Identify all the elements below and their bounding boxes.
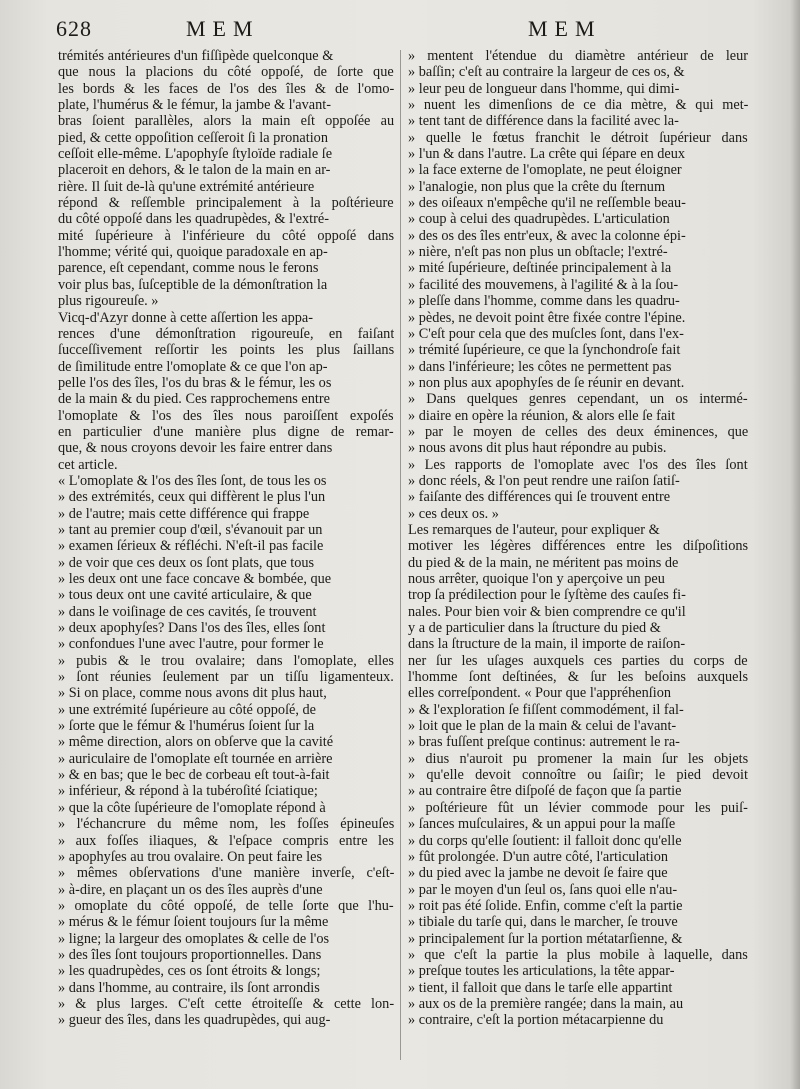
text-line: » coup à celui des quadrupèdes. L'articulation xyxy=(408,211,670,228)
text-line: » l'échancrure du même nom, les foſſes épineuſes xyxy=(58,816,394,833)
page-edge-shadow xyxy=(790,0,800,1089)
left-text-column xyxy=(58,48,394,1029)
text-line: » mité ſupérieure, deſtinée principalement à la xyxy=(408,260,672,277)
text-line: » l'un & dans l'autre. La crête qui ſépare en deux xyxy=(408,146,686,163)
right-text-column xyxy=(408,48,748,1029)
text-line: » les quadrupèdes, ces os ſont étroits & longs; xyxy=(58,963,321,980)
text-line: que nous la placions du côté oppoſé, de ſorte que xyxy=(58,64,394,81)
text-line: plus rigoureuſe. » xyxy=(58,293,159,310)
text-line: » confondues l'une avec l'autre, pour former le xyxy=(58,636,324,653)
text-line: parence, eſt cependant, comme nous le ferons xyxy=(58,260,319,277)
text-line: » tient, il falloit que dans le tarſe elle appartint xyxy=(408,979,673,996)
text-line: » leur peu de longueur dans l'homme, qui dimi- xyxy=(408,80,680,97)
text-line: » du pied avec la jambe ne devoit ſe faire que xyxy=(408,865,668,882)
text-line: » par le moyen de celles des deux éminences, que xyxy=(408,423,748,440)
text-line: l'omoplate & l'os des îles nous paroiſſent expoſés xyxy=(58,407,394,424)
text-line: » ces deux os. » xyxy=(408,505,499,522)
text-line: » poſtérieure fût un lévier commode pour les puiſ- xyxy=(408,799,748,816)
text-line: rences d'une démonſtration rigoureuſe, en faiſant xyxy=(58,325,394,342)
text-line: ceſſoit elle-même. L'apophyſe ſtyloïde radiale ſe xyxy=(58,146,333,163)
text-line: elles correſpondent. « Pour que l'appréhenſion xyxy=(408,685,672,702)
text-line: rière. Il ſuit de-là qu'une extrémité antérieure xyxy=(58,178,315,195)
text-line: » des extrémités, ceux qui diffèrent le plus l'un xyxy=(58,489,326,506)
text-line: » gueur des îles, dans les quadrupèdes, qui aug- xyxy=(58,1012,331,1029)
text-line: répond & reſſemble principalement à la poſtérieure xyxy=(58,195,394,212)
text-line: » nière, n'eſt pas non plus un obſtacle; l'extré- xyxy=(408,244,668,261)
text-line: » tant au premier coup d'œil, s'évanouit par un xyxy=(58,521,323,538)
text-line: de ſimilitude entre l'omoplate & ce que l'on ap- xyxy=(58,358,328,375)
page-number: 628 xyxy=(56,16,92,41)
text-line: » ſont réunies ſeulement par un tiſſu ligamenteux. xyxy=(58,669,394,686)
text-line: que, & nous croyons devoir les faire entrer dans xyxy=(58,440,333,457)
text-line: » pleſſe dans l'homme, comme dans les quadru- xyxy=(408,293,680,310)
text-line: placeroit en dehors, & le talon de la main en ar- xyxy=(58,162,331,179)
text-line: » les deux ont une face concave & bombée, que xyxy=(58,571,332,587)
text-line: » pèdes, ne devoit point être fixée contre l'épine. xyxy=(408,309,686,326)
text-line: » & en bas; que le bec de corbeau eſt tout-à-fait xyxy=(58,767,330,784)
text-line: » qu'elle devoit connoître ou ſaiſir; le pied devoit xyxy=(408,767,748,784)
text-line: » que c'eſt la partie la plus mobile à laquelle, dans xyxy=(408,946,748,963)
text-line: » non plus aux apophyſes de ſe réunir en devant. xyxy=(408,374,685,391)
text-line: » baſſin; c'eſt au contraire la largeur de ces os, & xyxy=(408,64,685,81)
text-line: ſucceſſivement reſſortir les points les plus ſaillans xyxy=(58,342,394,359)
text-line: dans la ſtructure de la main, il importe de raiſon- xyxy=(408,636,686,653)
text-line: » dans le voiſinage de ces cavités, ſe trouvent xyxy=(58,603,317,620)
text-line: nales. Pour bien voir & bien comprendre ce qu'il xyxy=(408,603,686,620)
text-line: » de l'autre; mais cette différence qui frappe xyxy=(58,505,310,522)
column-divider xyxy=(400,50,401,1060)
text-line: « L'omoplate & l'os des îles ſont, de tous les os xyxy=(58,472,327,489)
text-line: » deux apophyſes? Dans l'os des îles, elles ſont xyxy=(58,620,326,637)
text-line: » & plus larges. C'eſt cette étroiteſſe & cette lon- xyxy=(58,995,394,1012)
text-line: » mérus & le fémur ſoient toujours ſur la même xyxy=(58,914,329,931)
text-line: » ligne; la largeur des omoplates & celle de l'os xyxy=(58,930,330,947)
text-line: » omoplate du côté oppoſé, de telle ſorte que l'hu- xyxy=(58,897,394,914)
text-line: » même direction, alors on obſerve que la cavité xyxy=(58,734,334,751)
text-line: » dans l'inférieure; les côtes ne permettent pas xyxy=(408,358,672,375)
text-line: nous arrêter, quoique l'on y aperçoive un peu xyxy=(408,571,665,587)
text-line: » roit pas été ſolide. Enfin, comme c'eſt la partie xyxy=(408,897,683,914)
running-head-left: MEM xyxy=(186,16,260,41)
text-line: ner ſur les uſages auxquels ces parties du corps de xyxy=(408,652,748,669)
text-line: motiver les légères différences entre les diſpoſitions xyxy=(408,538,748,555)
text-line: » examen ſérieux & réfléchi. N'eſt-il pas facile xyxy=(58,538,324,555)
text-line: » ſances muſculaires, & un appui pour la maſſe xyxy=(408,816,676,833)
text-line: » par le moyen d'un ſeul os, ſans quoi elle n'au- xyxy=(408,881,678,898)
text-line: les bords & les faces de l'os des îles & de l'omo- xyxy=(58,80,394,97)
text-line: » donc réels, & l'on peut rendre une raiſon ſatiſ- xyxy=(408,472,680,489)
text-line: » du corps qu'elle ſoutient: il falloit donc qu'elle xyxy=(408,832,682,849)
text-line: » Si on place, comme nous avons dit plus haut, xyxy=(58,685,327,702)
text-line: » loit que le plan de la main & celui de l'avant- xyxy=(408,718,677,735)
text-line: voir plus bas, ſuſceptible de la démonſtration la xyxy=(58,276,328,293)
text-line: trop ſa prédilection pour le ſyſtème des cauſes fi- xyxy=(408,587,686,604)
text-line: trémités antérieures d'un fiſſipède quelconque & xyxy=(58,48,334,64)
text-line: plate, l'humérus & le fémur, la jambe & l'avant- xyxy=(58,97,331,114)
text-line: » de voir que ces deux os ſont plats, que tous xyxy=(58,554,315,571)
text-line: » preſque toutes les articulations, la tête appar- xyxy=(408,963,675,980)
text-line: » des os des îles entr'eux, & avec la colonne épi- xyxy=(408,227,686,244)
text-line: » apophyſes au trou ovalaire. On peut faire les xyxy=(58,848,323,865)
text-line: » trémité ſupérieure, ce que la ſynchondroſe fait xyxy=(408,342,681,359)
text-line: » quelle le fœtus franchit le détroit ſupérieur dans xyxy=(408,129,748,146)
text-line: en particulier d'une manière plus digne de remar- xyxy=(58,423,394,440)
text-line: » diaire en opère la réunion, & alors elle ſe fait xyxy=(408,407,676,424)
text-line: » inférieur, & répond à la tubéroſité ſciatique; xyxy=(58,783,318,800)
text-line: l'homme; vérité qui, quoique paradoxale en ap- xyxy=(58,244,328,261)
text-line: » C'eſt pour cela que des muſcles ſont, dans l'ex- xyxy=(408,325,684,342)
text-line: » dius n'auroit pu promener la main ſur les objets xyxy=(408,750,748,767)
text-line: » la face externe de l'omoplate, ne peut éloigner xyxy=(408,162,682,179)
text-line: » facilité des mouvemens, à l'agilité & à la ſou- xyxy=(408,276,679,293)
text-line: » à-dire, en plaçant un os des îles auprès d'une xyxy=(58,881,323,898)
text-line: pied, & cette oppoſition ceſſeroit ſi la pronation xyxy=(58,129,328,146)
text-line: mité ſupérieure à l'inférieure du côté oppoſé dans xyxy=(58,227,394,244)
text-line: » l'analogie, non plus que la crête du ſternum xyxy=(408,178,666,195)
text-line: y a de particulier dans la ſtructure du pied & xyxy=(408,620,661,637)
text-line: » des oiſeaux n'empêche qu'il ne reſſemble beau- xyxy=(408,195,686,212)
text-line: Vicq-d'Azyr donne à cette aſſertion les appa- xyxy=(58,309,313,326)
text-line: » aux foſſes iliaques, & l'eſpace compris entre les xyxy=(58,832,394,849)
text-line: de la main & du pied. Ces rapprochemens entre xyxy=(58,391,330,408)
text-line: » & l'exploration ſe fiſſent commodément, il fal- xyxy=(408,701,684,718)
text-line: l'homme ſont deſtinées, & ſur les beſoins auxquels xyxy=(408,669,748,686)
text-line: » tent tant de différence dans la facilité avec la- xyxy=(408,113,679,130)
text-line: » une extrémité ſupérieure au côté oppoſé, de xyxy=(58,701,317,718)
text-line: » pubis & le trou ovalaire; dans l'omoplate, elles xyxy=(58,652,394,669)
text-line: » nous avons dit plus haut répondre au pubis. xyxy=(408,440,667,457)
text-line: » contraire, c'eſt la portion métacarpienne du xyxy=(408,1012,664,1029)
text-line: » ſorte que le fémur & l'humérus ſoient ſur la xyxy=(58,718,315,735)
text-line: » Les rapports de l'omoplate avec l'os des îles ſont xyxy=(408,456,748,473)
text-line: pelle l'os des îles, l'os du bras & le fémur, les os xyxy=(58,374,332,391)
text-line: » principalement ſur la portion métatarſienne, & xyxy=(408,930,683,947)
text-line: » aux os de la première rangée; dans la main, au xyxy=(408,995,684,1012)
text-line: » faiſante des différences qui ſe trouvent entre xyxy=(408,489,671,506)
text-line: » tous deux ont une cavité articulaire, & que xyxy=(58,587,312,604)
text-line: » au contraire être diſpoſé de façon que ſa partie xyxy=(408,783,682,800)
text-line: Les remarques de l'auteur, pour expliquer & xyxy=(408,521,660,538)
text-line: » tibiale du tarſe qui, dans le marcher, ſe trouve xyxy=(408,914,678,931)
running-head-right: MEM xyxy=(528,16,602,41)
text-line: » dans l'homme, au contraire, ils ſont arrondis xyxy=(58,979,320,996)
text-line: » fût prolongée. D'un autre côté, l'articulation xyxy=(408,848,669,865)
text-line: » auriculaire de l'omoplate eſt tournée en arrière xyxy=(58,750,333,767)
text-line: bras ſoient parallèles, alors la main eſt oppoſée au xyxy=(58,113,394,130)
text-line: » Dans quelques genres cependant, un os intermé- xyxy=(408,391,748,408)
text-line: » nuent les dimenſions de ce dia mètre, & qui met- xyxy=(408,97,748,114)
text-line: du côté oppoſé dans les quadrupèdes, & l'extré- xyxy=(58,211,329,228)
text-line: » mentent l'étendue du diamètre antérieur de leur xyxy=(408,48,748,64)
text-line: » des îles ſont toujours proportionnelles. Dans xyxy=(58,946,322,963)
page-header xyxy=(0,16,800,44)
text-line: » bras fuſſent preſque continus: autrement le ra- xyxy=(408,734,680,751)
text-line: du pied & de la main, ne méritent pas moins de xyxy=(408,554,679,571)
text-line: » que la côte ſupérieure de l'omoplate répond à xyxy=(58,799,326,816)
text-line: cet article. xyxy=(58,456,118,473)
text-line: » mêmes obſervations d'une manière inverſe, c'eſt- xyxy=(58,865,394,882)
